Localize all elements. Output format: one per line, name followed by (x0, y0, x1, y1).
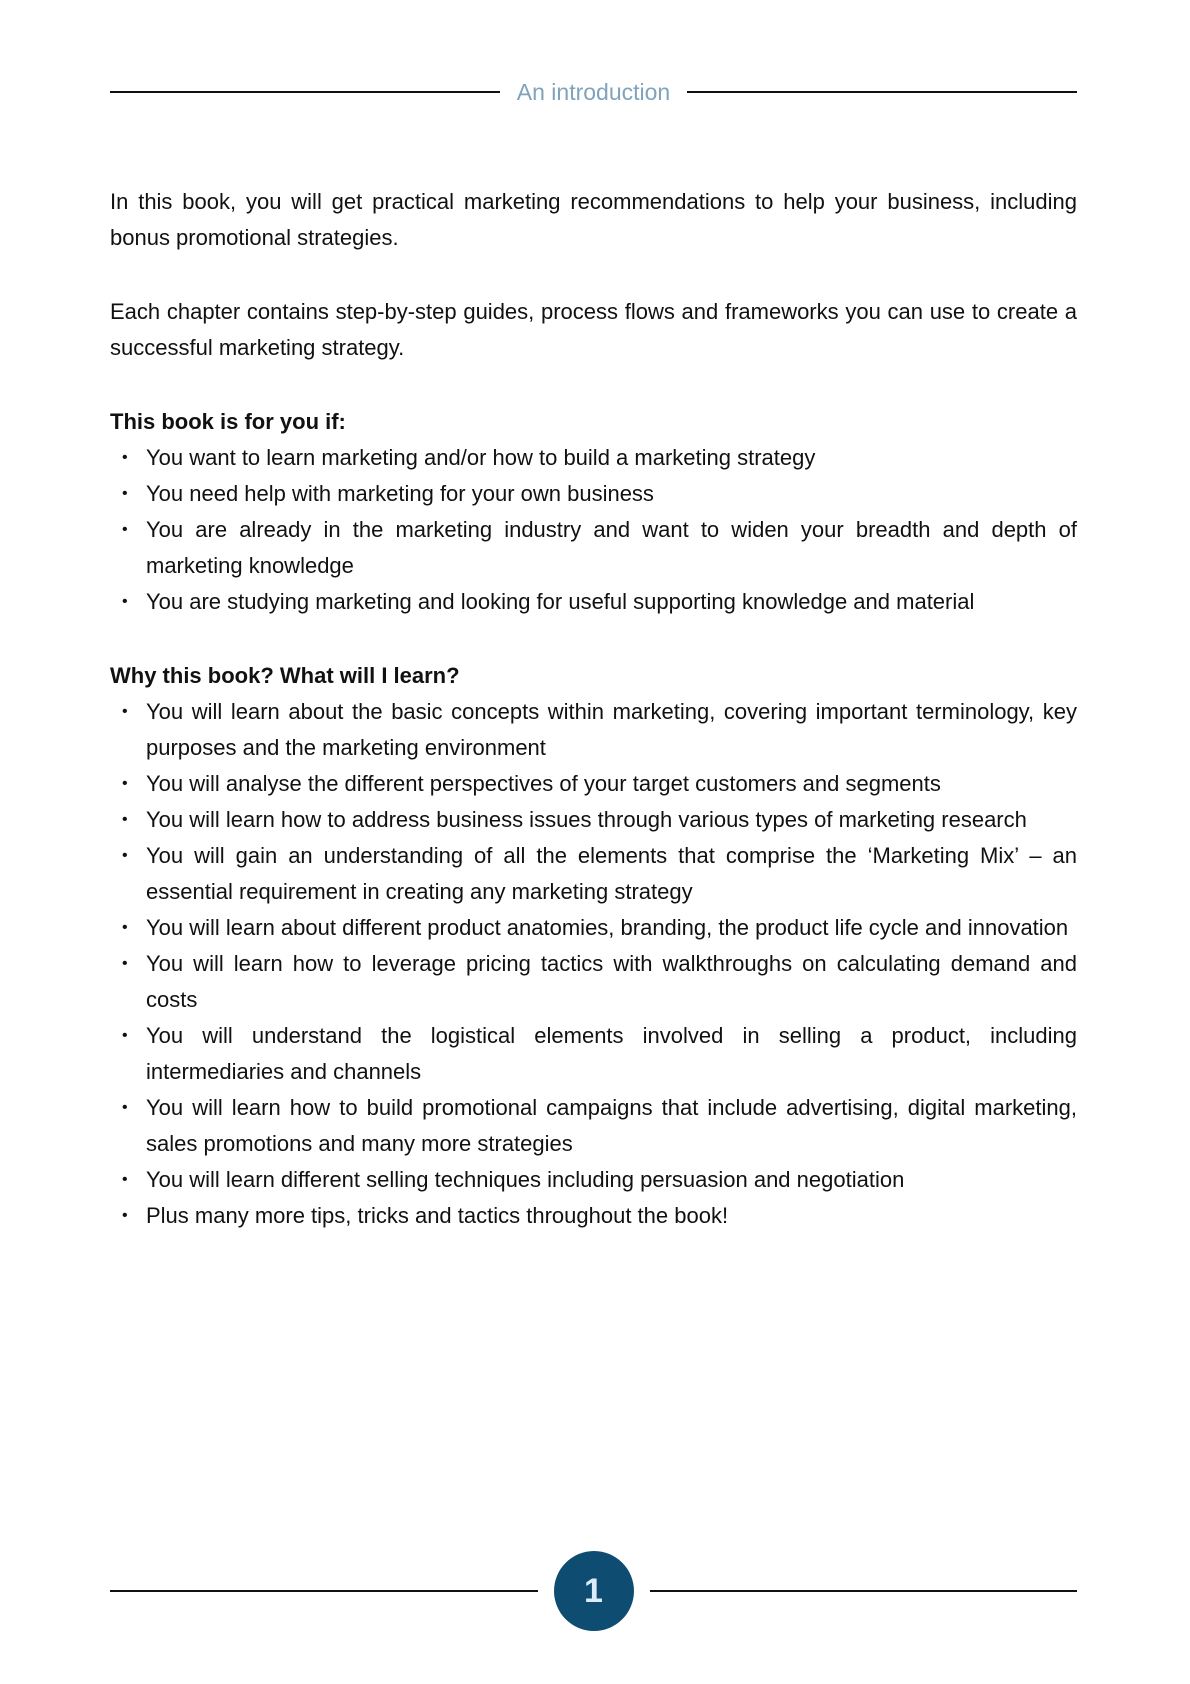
list-item: • You are already in the marketing industry and want to widen your breadth and depth of marketing knowledge (110, 512, 1077, 584)
intro-paragraph: In this book, you will get practical marketing recommendations to help your business, including bonus promotional strategies. (110, 189, 1077, 250)
section-title: An introduction (516, 78, 671, 105)
learning-list (110, 694, 1077, 1234)
list-item: • You will learn how to address business issues through various types of marketing research (110, 802, 1077, 838)
section-heading: Why this book? What will I learn? (110, 663, 460, 688)
footer-rule-right (650, 1590, 1078, 1592)
list-item: • You will learn how to build promotional campaigns that include advertising, digital marketing, sales promotions and many more strategies (110, 1090, 1077, 1162)
list-item: • You will learn about the basic concepts within marketing, covering important terminology, key purposes and the marketing environment (110, 694, 1077, 766)
footer-rule-left (110, 1590, 538, 1592)
list-item: • You will learn about different product anatomies, branding, the product life cycle and innovation (110, 910, 1077, 946)
list-item: • Plus many more tips, tricks and tactics throughout the book! (110, 1198, 1077, 1234)
list-item: • You will understand the logistical elements involved in selling a product, including intermediaries and channels (110, 1018, 1077, 1090)
list-item: • You will learn different selling techniques including persuasion and negotiation (110, 1162, 1077, 1198)
list-item: • You are studying marketing and looking for useful supporting knowledge and material (110, 584, 1077, 620)
header-rule-right (687, 91, 1077, 93)
list-item: • You want to learn marketing and/or how to build a marketing strategy (110, 440, 1077, 476)
page-number-badge: 1 (554, 1551, 634, 1631)
audience-list (110, 440, 1077, 620)
header-rule-left (110, 91, 500, 93)
list-item: • You need help with marketing for your own business (110, 476, 1077, 512)
page-body (110, 184, 1077, 1272)
page-header (110, 76, 1077, 108)
intro-paragraph: Each chapter contains step-by-step guides, process flows and frameworks you can use to create a successful marketing strategy. (110, 299, 1077, 360)
list-item: • You will gain an understanding of all the elements that comprise the ‘Marketing Mix’ – an essential requirement in creating any marketing strategy (110, 838, 1077, 910)
list-item: • You will learn how to leverage pricing tactics with walkthroughs on calculating demand and costs (110, 946, 1077, 1018)
section-heading: This book is for you if: (110, 409, 346, 434)
list-item: • You will analyse the different perspectives of your target customers and segments (110, 766, 1077, 802)
page-footer (110, 1551, 1077, 1631)
